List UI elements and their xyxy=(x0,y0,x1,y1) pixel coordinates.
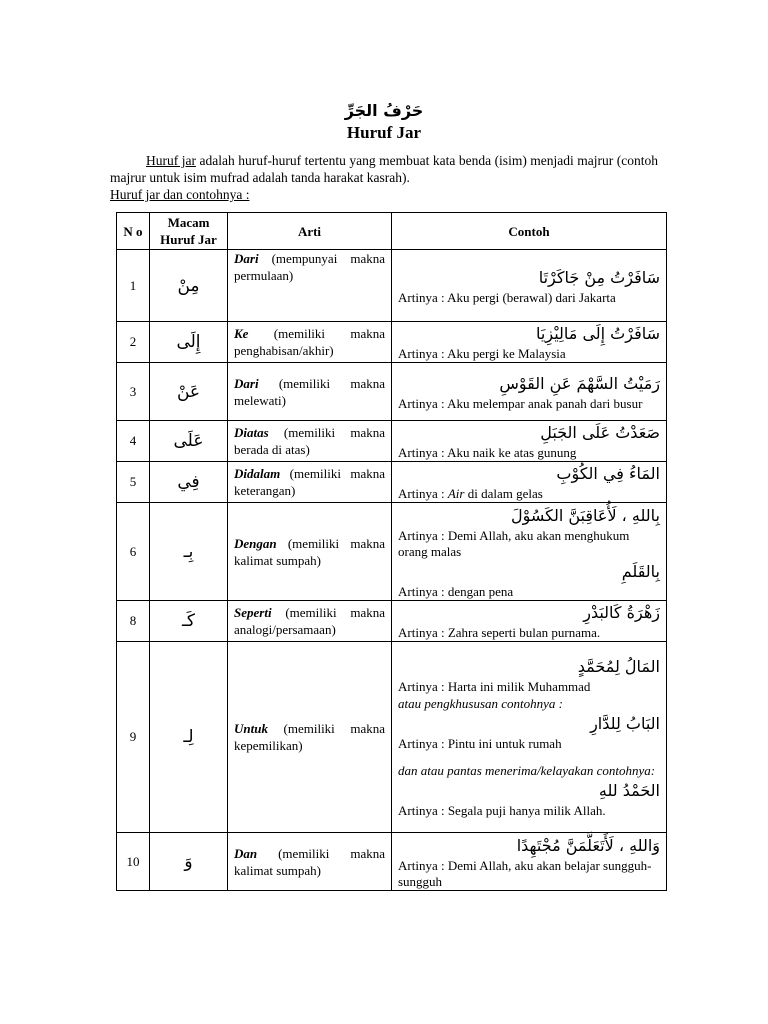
translation: Artinya : Aku naik ke atas gunung xyxy=(398,445,577,460)
huruf-cell: وَ xyxy=(150,833,228,891)
translation xyxy=(398,486,660,502)
table-row xyxy=(117,601,667,642)
arti-description: (memiliki makna analogi/persamaan) xyxy=(234,605,385,637)
table-row xyxy=(117,363,667,421)
arti-keyword: Dari xyxy=(234,375,259,391)
huruf-cell: لِـ xyxy=(150,642,228,833)
arti-keyword: Dengan xyxy=(234,535,277,551)
contoh-cell xyxy=(392,421,667,462)
translation-2: Artinya : dengan pena xyxy=(398,583,514,599)
intro-text: adalah huruf-huruf tertentu yang membuat kata benda (isim) menjadi majrur (contoh majrur untuk isim mufrad adalah tanda harakat kasrah). xyxy=(110,153,659,185)
arti-description: (memiliki makna penghabisan/akhir) xyxy=(234,326,385,358)
arti-keyword: Diatas xyxy=(234,425,269,440)
table-row xyxy=(117,421,667,462)
arti-description: (memiliki makna keterangan) xyxy=(234,466,385,498)
arabic-example: رَمَيْتُ السَّهْمَ عَنِ القَوْسِ xyxy=(499,373,660,393)
arti-description: (memiliki makna kepemilikan) xyxy=(234,721,385,753)
title-latin: Huruf Jar xyxy=(346,123,422,142)
translation: Artinya : Harta ini milik Muhammad xyxy=(398,679,591,694)
arabic-example: زَهْرَةُ كَالبَدْرِ xyxy=(583,603,660,622)
translation-3: Artinya : Segala puji hanya milik Allah. xyxy=(398,803,606,818)
header-arti: Arti xyxy=(228,213,392,250)
arti-cell xyxy=(228,322,392,363)
huruf-cell: عَنْ xyxy=(150,363,228,421)
table-row xyxy=(117,503,667,601)
translation-suffix: di dalam gelas xyxy=(464,486,543,501)
arti-keyword: Dan xyxy=(234,845,258,861)
translation: Artinya : Aku pergi (berawal) dari Jakarta xyxy=(398,289,616,305)
table-header-row xyxy=(117,213,667,250)
header-no: N o xyxy=(117,213,150,250)
table-row xyxy=(117,642,667,833)
arti-cell xyxy=(228,462,392,503)
contoh-cell xyxy=(392,250,667,322)
huruf-cell: كَـ xyxy=(150,601,228,642)
huruf-cell: مِنْ xyxy=(150,250,228,322)
header-macam: Macam Huruf Jar xyxy=(150,213,228,250)
arabic-example-2: بِالقَلَمِ xyxy=(621,561,660,581)
spacer xyxy=(398,752,660,762)
row-number: 5 xyxy=(117,462,150,503)
table-row xyxy=(117,833,667,891)
arabic-example-3: الحَمْدُ للهِ xyxy=(598,781,660,800)
arabic-example: المَاءُ فِي الكُوْبِ xyxy=(556,464,660,483)
contoh-cell xyxy=(392,322,667,363)
arabic-example: وَاللهِ ، لَأَتَعَلَّمَنَّ مُجْتَهِدًا xyxy=(516,835,660,855)
arti-description: (memiliki makna kalimat sumpah) xyxy=(234,535,385,568)
table-row xyxy=(117,250,667,322)
row-number: 2 xyxy=(117,322,150,363)
arabic-example: سَافَرْتُ مِنْ جَاكَرْتَا xyxy=(538,267,660,287)
row-number: 9 xyxy=(117,642,150,833)
arti-cell xyxy=(228,601,392,642)
title-arabic: حَرْفُ الجَرِّ xyxy=(344,101,424,120)
arti-cell xyxy=(228,833,392,891)
contoh-cell xyxy=(392,462,667,503)
arti-cell xyxy=(228,363,392,421)
huruf-cell: بِـ xyxy=(150,503,228,601)
row-number: 3 xyxy=(117,363,150,421)
contoh-cell xyxy=(392,601,667,642)
row-number: 4 xyxy=(117,421,150,462)
row-number: 1 xyxy=(117,250,150,322)
row-number: 10 xyxy=(117,833,150,891)
arti-cell xyxy=(228,642,392,833)
arti-keyword: Didalam xyxy=(234,466,281,481)
intro-term: Huruf jar xyxy=(146,153,196,168)
arti-description: (mempunyai makna permulaan) xyxy=(234,251,385,283)
huruf-cell: عَلَى xyxy=(150,421,228,462)
translation: Artinya : Aku pergi ke Malaysia xyxy=(398,346,566,361)
intro-paragraph xyxy=(110,152,658,186)
translation-italic-word: Air xyxy=(447,486,465,501)
arti-keyword: Dari xyxy=(234,251,259,266)
arti-description: (memiliki makna berada di atas) xyxy=(234,425,385,457)
table-row xyxy=(117,322,667,363)
huruf-cell: إِلَى xyxy=(150,322,228,363)
arabic-example: سَافَرْتُ إِلَى مَالِيْزِيَا xyxy=(536,324,660,343)
translation-2: Artinya : Pintu ini untuk rumah xyxy=(398,736,562,751)
usage-note: atau pengkhususan contohnya : xyxy=(398,696,564,711)
arti-cell xyxy=(228,250,392,322)
arti-description: (memiliki makna kalimat sumpah) xyxy=(234,845,385,878)
contoh-cell xyxy=(392,503,667,601)
usage-note-2: dan atau pantas menerima/kelayakan contohnya: xyxy=(398,763,656,778)
arti-cell xyxy=(228,421,392,462)
arabic-example-2: البَابُ لِلدَّارِ xyxy=(590,714,660,733)
huruf-cell: فِي xyxy=(150,462,228,503)
translation-prefix: Artinya : xyxy=(398,486,448,501)
translation: Artinya : Zahra seperti bulan purnama. xyxy=(398,625,601,640)
header-contoh: Contoh xyxy=(392,213,667,250)
arti-keyword: Ke xyxy=(234,326,249,341)
contoh-cell xyxy=(392,363,667,421)
contoh-cell xyxy=(392,833,667,891)
translation: Artinya : Demi Allah, aku akan belajar sungguh-sungguh xyxy=(398,857,652,889)
arti-cell xyxy=(228,503,392,601)
arabic-example: المَالُ لِمُحَمَّدٍ xyxy=(577,657,660,676)
row-number: 8 xyxy=(117,601,150,642)
arabic-example: صَعَدْتُ عَلَى الجَبَلِ xyxy=(540,423,660,442)
subheading: Huruf jar dan contohnya : xyxy=(110,187,250,202)
table-row xyxy=(117,462,667,503)
arti-keyword: Seperti xyxy=(234,605,272,620)
arti-description: (memiliki makna melewati) xyxy=(234,375,385,408)
arti-keyword: Untuk xyxy=(234,721,268,736)
arabic-example: بِاللهِ ، لَأُعَاقِبَنَّ الكَسُوْلَ xyxy=(510,505,660,525)
translation: Artinya : Demi Allah, aku akan menghukum orang malas xyxy=(398,527,630,559)
translation: Artinya : Aku melempar anak panah dari busur xyxy=(398,395,643,411)
row-number: 6 xyxy=(117,503,150,601)
huruf-jar-table xyxy=(116,212,667,891)
contoh-cell xyxy=(392,642,667,833)
